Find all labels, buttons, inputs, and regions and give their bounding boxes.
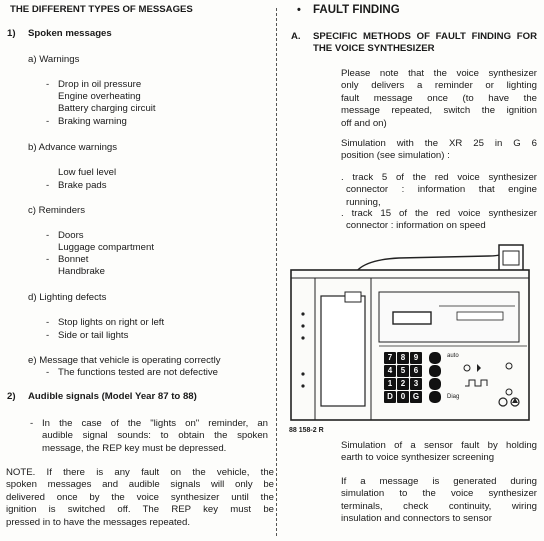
reminder-item: - Doors — [58, 230, 84, 242]
section-a-label: A. — [291, 31, 301, 42]
title-line: SPECIFIC METHODS OF FAULT FINDING FOR — [313, 31, 537, 42]
note-line: pressed in to have the messages repeated. — [6, 516, 190, 528]
section-1-number: 1) — [7, 28, 16, 39]
key-1[interactable]: 1 — [384, 378, 396, 390]
correct-operation-title: e) Message that vehicle is operating correctly — [28, 355, 221, 366]
key-g[interactable]: G — [410, 391, 422, 403]
tester-drawing — [289, 242, 534, 437]
key-4[interactable]: 4 — [384, 365, 396, 377]
bullet: • — [297, 4, 301, 16]
paragraph-line: simulation to the voice synthesizer — [341, 488, 537, 500]
xr25-tester-figure — [289, 242, 534, 437]
lighting-item: - Side or tail lights — [58, 330, 128, 342]
reminder-item: Luggage compartment — [58, 242, 154, 253]
reminder-item: Handbrake — [58, 266, 105, 277]
correct-operation-item: - The functions tested are not defective — [58, 367, 218, 379]
lighting-defects-title: d) Lighting defects — [28, 292, 107, 303]
caption-line: earth to voice synthesizer screening — [341, 452, 495, 464]
simulation-paragraph — [341, 138, 537, 163]
key-5[interactable]: 5 — [397, 365, 409, 377]
warning-item: Battery charging circuit — [58, 103, 156, 114]
continuity-check-paragraph — [341, 476, 537, 526]
paragraph-line: message, the REP key must be depressed. — [42, 442, 227, 454]
paragraph-line: Simulation with the XR 25 in G 6 — [341, 138, 537, 149]
key-0[interactable]: 0 — [397, 391, 409, 403]
track-line: connector : information that engine — [346, 184, 537, 196]
track-line: connector : information on speed — [346, 220, 486, 232]
paragraph-line: terminals, check continuity, wiring — [341, 500, 537, 512]
audible-signal-paragraph: - In the case of the "lights on" reminder, an audible signal sounds: to obtain the spoken message, the REP key must be depressed. — [30, 418, 268, 454]
side-key[interactable] — [429, 352, 441, 364]
title-line: THE VOICE SYNTHESIZER — [313, 43, 435, 55]
paragraph-line: audible signal sounds: to obtain the spoken — [42, 430, 268, 442]
reminder-item: - Bonnet — [58, 254, 88, 266]
key-7[interactable]: 7 — [384, 352, 396, 364]
note-paragraph — [6, 467, 274, 529]
side-key[interactable] — [429, 365, 441, 377]
figure-reference: 88 158-2 R — [289, 427, 324, 434]
caption-line: Simulation of a sensor fault by holding — [341, 440, 537, 451]
column-divider — [276, 8, 277, 536]
warning-item: Engine overheating — [58, 91, 141, 102]
paragraph-line: fault message once (to have the — [341, 92, 537, 104]
section-2-title: Audible signals (Model Year 87 to 88) — [28, 391, 197, 402]
key-2[interactable]: 2 — [397, 378, 409, 390]
key-d[interactable]: D — [384, 391, 396, 403]
track-15-item — [341, 208, 537, 233]
key-3[interactable]: 3 — [410, 378, 422, 390]
paragraph-line: message repeated, switch the ignition — [341, 105, 537, 117]
reminders-title: c) Reminders — [28, 205, 86, 216]
warning-item: - Drop in oil pressure — [58, 79, 141, 91]
side-key[interactable] — [429, 378, 441, 390]
paragraph-line: off and on) — [341, 117, 387, 129]
paragraph-line: If a message is generated during — [341, 476, 537, 487]
track-line: . track 15 of the red voice synthesizer — [341, 208, 537, 219]
fault-finding-heading: FAULT FINDING — [313, 4, 400, 16]
track-5-item — [341, 172, 537, 209]
paragraph-line: Please note that the voice synthesizer — [341, 68, 537, 79]
note-line: spoken messages and audible signals will only be — [6, 479, 274, 491]
section-a-title — [313, 31, 537, 56]
note-on-repeat-paragraph — [341, 68, 537, 130]
paragraph-line: only delivers a reminder or lighting — [341, 80, 537, 92]
key-8[interactable]: 8 — [397, 352, 409, 364]
key-9[interactable]: 9 — [410, 352, 422, 364]
track-line: . track 5 of the red voice synthesizer — [341, 172, 537, 183]
auto-label: auto — [447, 353, 459, 359]
note-line: NOTE. If there is any fault on the vehicle, the — [6, 467, 274, 478]
paragraph-line: insulation and connectors to sensor — [341, 513, 492, 525]
section-2-number: 2) — [7, 391, 16, 402]
key-6[interactable]: 6 — [410, 365, 422, 377]
side-key[interactable] — [429, 391, 441, 403]
track-line: running, — [346, 196, 381, 208]
section-1-title: Spoken messages — [28, 28, 112, 39]
note-line: delivered once by the voice synthesizer until the — [6, 491, 274, 503]
figure-caption — [341, 440, 537, 465]
section-heading: THE DIFFERENT TYPES OF MESSAGES — [10, 4, 193, 15]
diag-label: Diag — [447, 394, 460, 400]
advance-warnings-title: b) Advance warnings — [28, 142, 118, 153]
lighting-item: - Stop lights on right or left — [58, 317, 164, 329]
warnings-title: a) Warnings — [28, 54, 80, 65]
advance-warning-item: Low fuel level — [58, 167, 117, 178]
warning-item: - Braking warning — [58, 116, 127, 128]
paragraph-line: position (see simulation) : — [341, 150, 450, 162]
note-line: ignition is switched off. The REP key must be — [6, 504, 274, 516]
advance-warning-item: - Brake pads — [58, 180, 107, 192]
paragraph-line: In the case of the "lights on" reminder, an — [42, 418, 268, 429]
